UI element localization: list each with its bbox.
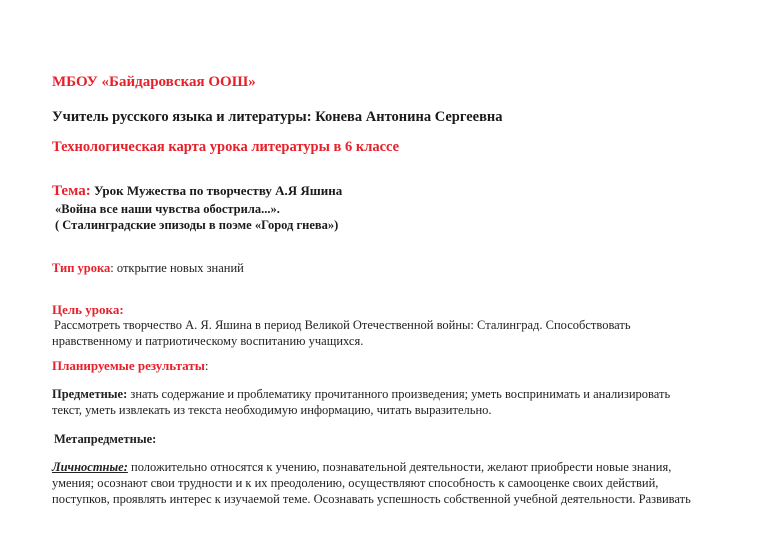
subject-results-label: Предметные: (52, 387, 128, 401)
school-name: МБОУ «Байдаровская ООШ» (52, 74, 256, 90)
topic-line-3: ( Сталинградские эпизоды в поэме «Город гнева») (55, 218, 339, 232)
personal-results-line-3: поступков, проявлять интерес к изучаемой теме. Осознавать успешность собственной учебной деятельности. Развивать (52, 492, 691, 506)
lesson-type (52, 261, 244, 276)
planned-results-label: Планируемые результаты (52, 358, 205, 373)
topic-line-2: «Война все наши чувства обострила...». (55, 202, 280, 216)
topic-line-1 (52, 183, 342, 200)
lesson-type-value: : открытие новых знаний (110, 261, 244, 275)
meta-results-label: Метапредметные: (54, 432, 157, 446)
subject-results-line-2: текст, уметь извлекать из текста необходимую информацию, читать выразительно. (52, 403, 492, 417)
subject-results-line-1 (52, 387, 670, 402)
lesson-type-label: Тип урока (52, 261, 111, 275)
planned-results-colon: : (204, 358, 209, 373)
personal-results-label: Личностные: (52, 460, 128, 474)
planned-results (52, 358, 209, 374)
subject-results-text-1: знать содержание и проблематику прочитанного произведения; уметь воспринимать и анализировать (127, 387, 671, 401)
card-title: Технологическая карта урока литературы в 6 классе (52, 139, 400, 155)
personal-results-line-2: умения; осознают свои трудности и к их преодолению, осуществляют способность к самооценке своих действий, (52, 476, 659, 490)
topic-label: Тема: (52, 183, 91, 199)
goal-line-2: нравственному и патриотическому воспитанию учащихся. (52, 334, 364, 348)
goal-label: Цель урока: (52, 302, 124, 317)
personal-results-line-1 (52, 460, 671, 475)
goal-line-1: Рассмотреть творчество А. Я. Яшина в период Великой Отечественной войны: Сталинград. Способствовать (54, 318, 631, 332)
topic-text-1: Урок Мужества по творчеству А.Я Яшина (90, 183, 343, 198)
teacher-name: Учитель русского языка и литературы: Конева Антонина Сергеевна (52, 109, 503, 125)
personal-results-text-1: положительно относятся к учению, познавательной деятельности, желают приобрести новые знания, (127, 460, 672, 474)
